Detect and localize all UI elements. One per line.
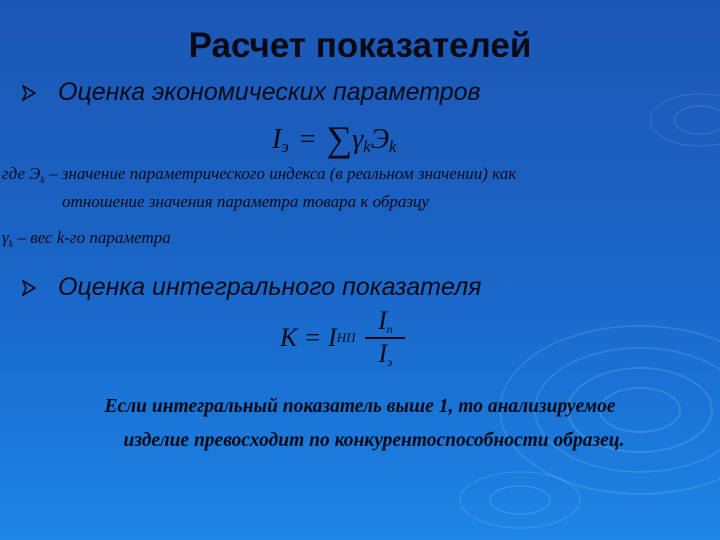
weight-text: – вес k-го параметра (13, 228, 171, 247)
gamma-symbol: γ (2, 228, 9, 247)
formula-e: Э (370, 124, 390, 155)
conclusion-line-2: изделие превосходит по конкурентоспособности образец. (123, 430, 625, 451)
definition-prefix: где Э (2, 164, 41, 183)
conclusion-line-1: Если интегральный показатель выше 1, то анализируемое (104, 396, 616, 417)
fraction-denominator (374, 339, 396, 370)
formula-gamma-sub: k (363, 137, 371, 156)
bullet-text: Оценка экономических параметров (58, 78, 481, 106)
denominator-i: I (378, 338, 388, 368)
formula-integral (280, 306, 405, 370)
denominator-sub: э (387, 354, 393, 369)
formula-economic-index (272, 118, 397, 160)
gamma-sub: k (8, 239, 14, 250)
numerator-sub: n (386, 322, 393, 336)
arrow-bullet-icon (22, 85, 36, 101)
formula-e-sub: k (389, 137, 397, 156)
definition-line-3 (2, 228, 171, 250)
formula-sum-sign: ∑ (326, 119, 353, 159)
definition-line-2: отношение значения параметра товара к образцу (62, 192, 429, 211)
definition-text: – значение параметрического индекса (в реальном значении) как (44, 164, 517, 183)
formula2-fraction (365, 306, 405, 370)
bullet-integral-index (22, 273, 482, 302)
formula-lhs: I (272, 124, 282, 155)
formula2-equals: = (305, 322, 321, 352)
arrow-bullet-icon (22, 280, 36, 296)
formula-gamma: γ (352, 124, 364, 155)
fraction-numerator (374, 306, 397, 337)
bullet-text: Оценка интегрального показателя (58, 273, 482, 301)
bullet-economic-params (22, 78, 481, 107)
definition-sub: k (40, 175, 45, 186)
numerator-i: I (378, 306, 387, 335)
definition-line-1 (2, 164, 516, 186)
formula2-lhs: K (280, 322, 298, 352)
conclusion-text (0, 390, 720, 458)
slide-title: Расчет показателей (188, 26, 532, 65)
formula2-i: I (328, 322, 337, 352)
formula2-i-sub: НП (336, 329, 356, 345)
formula-equals: = (299, 124, 316, 155)
formula-lhs-sub: э (281, 137, 289, 156)
